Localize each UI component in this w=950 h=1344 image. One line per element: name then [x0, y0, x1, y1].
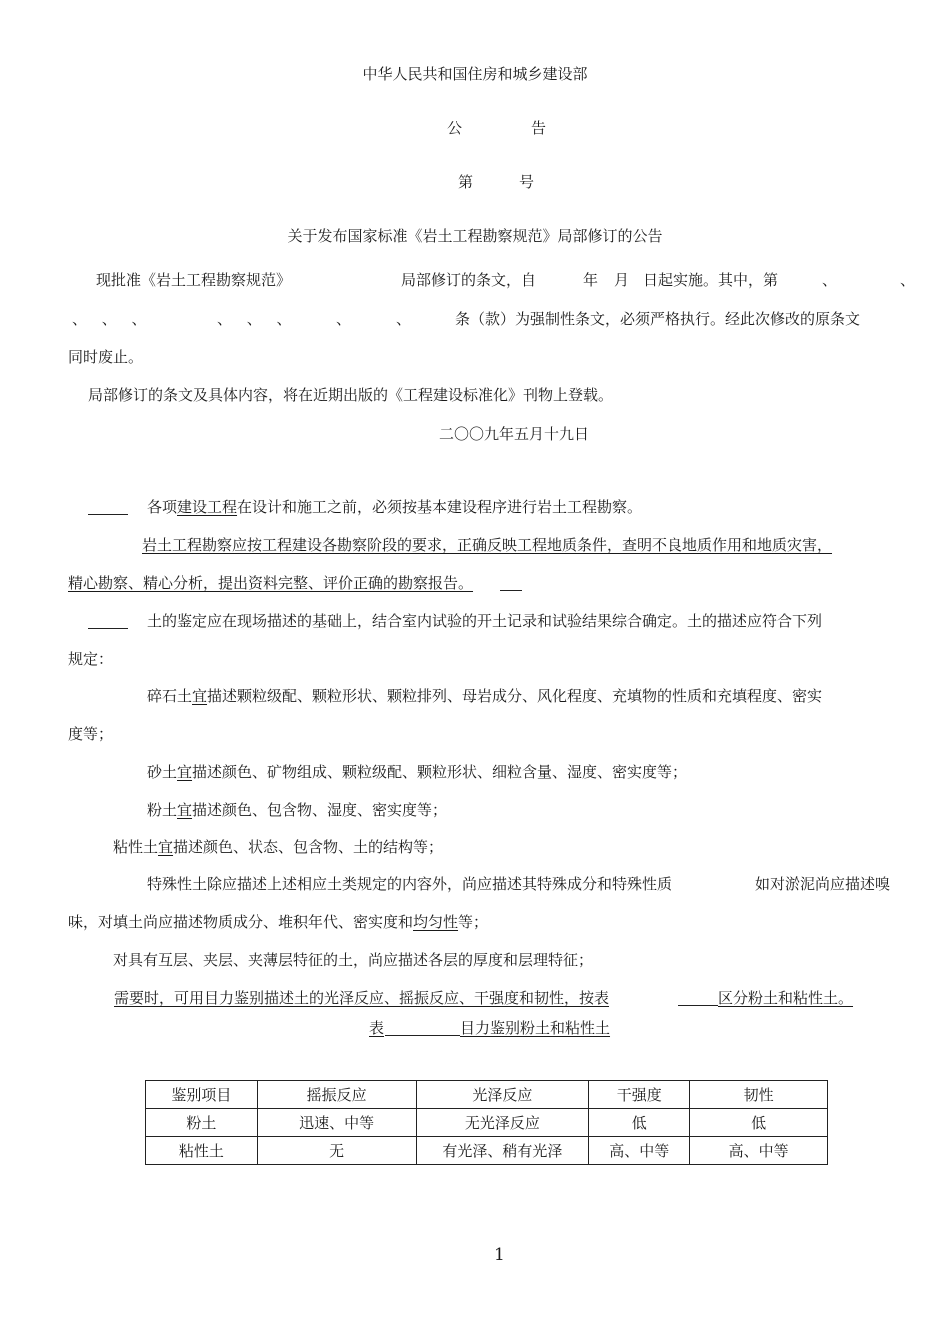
- intro-year: 年: [583, 271, 599, 289]
- special-soil-line-1: 特殊性土除应描述上述相应土类规定的内容外，尚应描述其特殊成分和特殊性质: [147, 875, 673, 893]
- intro-separator: 、: [822, 271, 838, 289]
- table-cell: 粉土: [146, 1109, 258, 1137]
- announcement-label-gao: 告: [531, 119, 547, 137]
- special-soil-line-1-tail: 如对淤泥尚应描述嗅: [755, 875, 891, 893]
- intro-repeal-text: 同时废止。: [68, 348, 144, 366]
- clause-1-text: 各项建设工程在设计和施工之前，必须按基本建设程序进行岩土工程勘察。: [147, 498, 643, 516]
- table-header-cell: 摇振反应: [257, 1081, 416, 1109]
- clause-2-line-2: 精心勘察、精心分析，提出资料完整、评价正确的勘察报告。: [68, 574, 474, 592]
- intro-publication-text: 局部修订的条文及具体内容，将在近期出版的《工程建设标准化》刊物上登载。: [88, 386, 614, 404]
- gravel-soil-item: 碎石土宜描述颗粒级配、颗粒形状、颗粒排列、母岩成分、风化程度、充填物的性质和充填程度、密实: [147, 687, 823, 705]
- silt-soil-item: 粉土宜描述颜色、包含物、湿度、密实度等；: [147, 801, 448, 819]
- intro-revision-text: 局部修订的条文，自: [401, 271, 537, 289]
- clause-3-line-1: 土的鉴定应在现场描述的基础上，结合室内试验的开土记录和试验结果综合确定。土的描述应符合下列: [147, 612, 823, 630]
- intro-separator: 、: [900, 271, 916, 289]
- field-identification-text: 需要时，可用目力鉴别描述土的光泽反应、摇振反应、干强度和韧性，按表: [114, 989, 610, 1007]
- table-header-cell: 干强度: [589, 1081, 690, 1109]
- intro-mandatory-text: 条（款）为强制性条文，必须严格执行。经此次修改的原条文: [455, 310, 861, 328]
- table-header-cell: 韧性: [690, 1081, 828, 1109]
- table-caption-title: 目力鉴别粉土和粘性土: [460, 1019, 611, 1037]
- table-header-row: [146, 1081, 828, 1109]
- table-cell: 有光泽、稍有光泽: [416, 1137, 589, 1165]
- field-identification-text-tail: 区分粉土和粘性土。: [718, 989, 854, 1007]
- number-label-di: 第: [458, 173, 474, 191]
- table-cell: 无: [257, 1137, 416, 1165]
- announcement-date: 二〇〇九年五月十九日: [439, 425, 590, 443]
- table-ref-blank: [678, 1005, 718, 1006]
- soil-identification-table: [145, 1080, 828, 1165]
- table-cell: 低: [589, 1109, 690, 1137]
- intro-separator: 、: [336, 310, 352, 328]
- special-soil-line-2: 味，对填土尚应描述物质成分、堆积年代、密实度和均匀性等；: [68, 913, 489, 931]
- clay-soil-item: 粘性土宜描述颜色、状态、包含物、土的结构等；: [113, 838, 444, 856]
- table-cell: 高、中等: [690, 1137, 828, 1165]
- ministry-title: 中华人民共和国住房和城乡建设部: [362, 65, 588, 83]
- announcement-title: 关于发布国家标准《岩土工程勘察规范》局部修订的公告: [287, 227, 663, 245]
- clause-3-line-2: 规定：: [68, 650, 114, 668]
- clause-number-blank: [88, 628, 128, 629]
- table-header-cell: 光泽反应: [416, 1081, 589, 1109]
- clause-2-underline-tail: [500, 590, 522, 591]
- number-label-hao: 号: [519, 173, 535, 191]
- intro-day-text: 日起实施。其中，第: [643, 271, 779, 289]
- clause-number-blank: [88, 514, 128, 515]
- sand-soil-item: 砂土宜描述颜色、矿物组成、颗粒级配、颗粒形状、细粒含量、湿度、密实度等；: [147, 763, 688, 781]
- table-cell: 低: [690, 1109, 828, 1137]
- intro-separators: 、 、 、: [72, 310, 147, 328]
- intro-month: 月: [614, 271, 630, 289]
- table-cell: 迅速、中等: [257, 1109, 416, 1137]
- intro-separators: 、 、 、: [217, 310, 292, 328]
- gravel-soil-line-2: 度等；: [68, 725, 114, 743]
- clause-2-line-1: 岩土工程勘察应按工程建设各勘察阶段的要求，正确反映工程地质条件，查明不良地质作用和地质灾害，: [142, 536, 833, 554]
- layered-soil-item: 对具有互层、夹层、夹薄层特征的土，尚应描述各层的厚度和层理特征；: [113, 951, 594, 969]
- table-header-cell: 鉴别项目: [146, 1081, 258, 1109]
- intro-separator: 、: [396, 310, 412, 328]
- announcement-label-gong: 公: [447, 119, 463, 137]
- table-cell: 粘性土: [146, 1137, 258, 1165]
- table-row: [146, 1137, 828, 1165]
- intro-approve-text: 现批准《岩土工程勘察规范》: [96, 271, 292, 289]
- table-caption-label: 表: [369, 1019, 385, 1037]
- table-row: [146, 1109, 828, 1137]
- table-cell: 高、中等: [589, 1137, 690, 1165]
- table-cell: 无光泽反应: [416, 1109, 589, 1137]
- page-number: 1: [494, 1245, 505, 1265]
- table-caption-blank: [385, 1035, 460, 1036]
